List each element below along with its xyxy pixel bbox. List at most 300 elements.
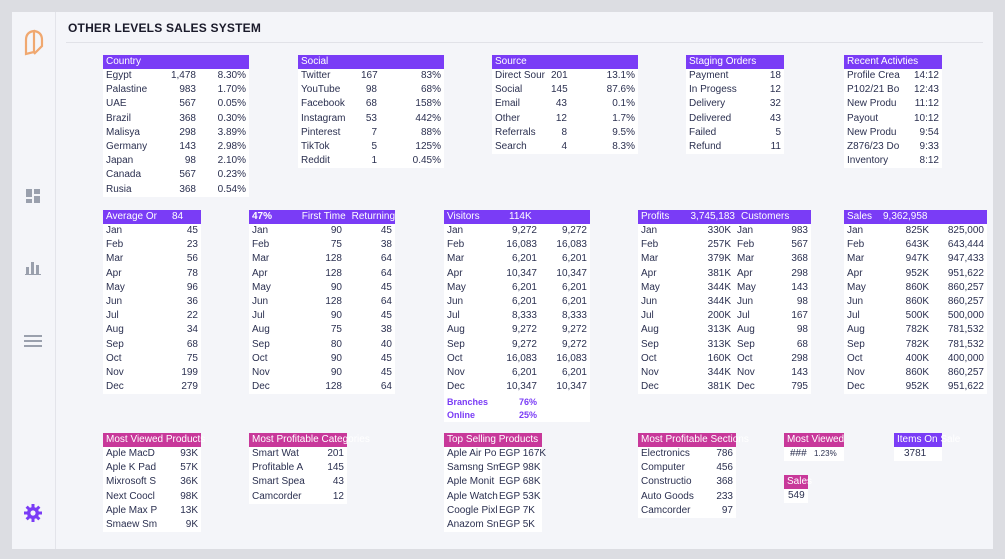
recent-row bbox=[844, 126, 942, 140]
sales-row-cell: 860,257 bbox=[947, 367, 984, 379]
sales-row bbox=[844, 338, 987, 352]
visitors-row-cell: 6,201 bbox=[511, 253, 537, 265]
country-row-cell: 567 bbox=[179, 98, 196, 110]
source-row-cell: 13.1% bbox=[606, 70, 635, 81]
sales-row bbox=[844, 352, 987, 366]
average-order-title: Average Or bbox=[106, 211, 157, 222]
profitable-section-row-cell: Constructio bbox=[641, 476, 692, 488]
first-time-row-cell: 64 bbox=[380, 296, 392, 308]
sales-row-cell: Jun bbox=[847, 296, 864, 308]
profits-row-cell: Mar bbox=[641, 253, 659, 265]
most-viewed-product-row-cell: 13K bbox=[180, 504, 198, 516]
first-time-row-cell: Dec bbox=[252, 381, 270, 393]
profits-row bbox=[638, 380, 811, 394]
first-time-row-cell: Oct bbox=[252, 352, 268, 364]
first-time-row-cell: 90 bbox=[330, 352, 342, 364]
staging-row-cell: 11 bbox=[770, 141, 781, 153]
social-row bbox=[298, 126, 444, 140]
most-viewed-product-row-cell: 9K bbox=[185, 519, 198, 531]
recent-row-cell: Inventory bbox=[847, 155, 889, 167]
title-divider bbox=[66, 42, 983, 43]
visitors-row-cell: 6,201 bbox=[511, 281, 537, 293]
top-selling-row-cell: EGP 7K bbox=[499, 504, 535, 516]
profits-row-cell: Aug bbox=[641, 324, 659, 336]
social-row-cell: Pinterest bbox=[301, 126, 341, 138]
most-viewed-product-row bbox=[103, 447, 201, 461]
first-time-row-cell: 45 bbox=[380, 352, 392, 364]
average-order-row-cell: Jun bbox=[106, 296, 123, 308]
average-order-row-cell: Jan bbox=[106, 225, 123, 236]
profitable-section-row-cell: 233 bbox=[716, 490, 733, 502]
country-row bbox=[103, 154, 249, 168]
sales-row-cell: 782K bbox=[905, 338, 929, 350]
profits-row-cell: 313K bbox=[707, 338, 731, 350]
sales-row-cell: Nov bbox=[847, 367, 865, 379]
first-time-row-cell: Jun bbox=[252, 296, 269, 308]
profits-row-cell: 98 bbox=[796, 296, 808, 308]
first-time-row bbox=[249, 295, 395, 309]
top-selling-row-cell: EGP 5K bbox=[499, 519, 535, 531]
profits-row-cell: Sep bbox=[737, 338, 755, 350]
first-time-label: First Time bbox=[301, 211, 346, 222]
first-time-row-cell: 45 bbox=[380, 367, 392, 379]
most-viewed-body bbox=[784, 447, 844, 461]
customers-title: Customers bbox=[741, 211, 790, 222]
visitors-row-cell: 6,201 bbox=[561, 281, 587, 293]
visitors-row bbox=[444, 309, 590, 323]
sales-row-cell: Jan bbox=[847, 225, 864, 236]
profits-row-cell: 160K bbox=[707, 352, 731, 364]
social-row-cell: 53 bbox=[365, 112, 377, 124]
first-time-row-cell: Aug bbox=[252, 324, 270, 336]
source-row bbox=[492, 83, 638, 97]
logo-icon[interactable] bbox=[22, 28, 46, 58]
average-order-row-cell: 23 bbox=[186, 239, 198, 251]
first-time-row-cell: Mar bbox=[252, 253, 270, 265]
sales-small-header: Sales bbox=[784, 475, 808, 489]
social-row bbox=[298, 154, 444, 168]
sales-value: 9,362,958 bbox=[883, 211, 928, 222]
sales-row-cell: 860,257 bbox=[947, 281, 984, 293]
social-row-cell: Instagram bbox=[301, 112, 346, 124]
recent-row-cell: 8:12 bbox=[919, 155, 939, 167]
settings-icon[interactable] bbox=[24, 504, 42, 522]
first-time-row-cell: 128 bbox=[325, 296, 342, 308]
social-row-cell: 7 bbox=[371, 126, 377, 138]
most-viewed-product-row bbox=[103, 475, 201, 489]
profitable-section-row-cell: Auto Goods bbox=[641, 490, 694, 502]
most-viewed-product-row bbox=[103, 461, 201, 475]
country-row-cell: Brazil bbox=[106, 112, 132, 124]
most-viewed-product-row-cell: 57K bbox=[180, 462, 198, 474]
profits-customers-card bbox=[638, 210, 811, 394]
visitors-row bbox=[444, 323, 590, 337]
staging-row bbox=[686, 112, 784, 126]
source-row-cell: Search bbox=[495, 141, 527, 153]
first-time-row-cell: 40 bbox=[380, 338, 392, 350]
social-row bbox=[298, 112, 444, 126]
bar-chart-icon[interactable] bbox=[25, 260, 41, 276]
visitors-row-cell: 16,083 bbox=[556, 352, 587, 364]
first-time-row bbox=[249, 366, 395, 380]
top-selling-row-cell: Aple Watch bbox=[447, 490, 498, 502]
first-time-row-cell: 128 bbox=[325, 253, 342, 265]
profits-row bbox=[638, 238, 811, 252]
social-row-cell: TikTok bbox=[301, 141, 330, 153]
sales-row-cell: 947K bbox=[905, 253, 929, 265]
source-row-cell: 1.7% bbox=[612, 112, 635, 124]
profits-row-cell: Oct bbox=[641, 352, 657, 364]
staging-row-cell: In Progess bbox=[689, 84, 737, 96]
source-row-cell: Social bbox=[495, 84, 523, 96]
visitors-row-cell: Sep bbox=[447, 338, 465, 350]
sales-row-cell: 860K bbox=[905, 367, 929, 379]
average-order-value: 84 bbox=[172, 211, 184, 222]
profitable-category-row-cell: Profitable A bbox=[252, 462, 304, 474]
most-viewed-product-row-cell: Aple Max P bbox=[106, 504, 158, 516]
source-header: Source bbox=[492, 55, 638, 69]
visitors-note-row bbox=[444, 409, 590, 422]
most-viewed-value: ### bbox=[790, 448, 807, 459]
country-row-cell: 3.89% bbox=[217, 126, 246, 138]
sales-small-card bbox=[784, 475, 813, 503]
sales-row-cell: Oct bbox=[847, 352, 863, 364]
visitors-row bbox=[444, 380, 590, 394]
sales-row-cell: 643,444 bbox=[947, 239, 984, 251]
first-time-row bbox=[249, 309, 395, 323]
recent-row-cell: 12:43 bbox=[913, 84, 939, 96]
sales-row-cell: 860,257 bbox=[947, 296, 984, 308]
social-row-cell: 167 bbox=[361, 70, 378, 81]
first-time-row-cell: 64 bbox=[380, 381, 392, 393]
staging-row bbox=[686, 83, 784, 97]
visitors-row bbox=[444, 352, 590, 366]
most-viewed-product-row-cell: Smaew Sm bbox=[106, 519, 158, 531]
profitable-category-row-cell: Smart Spea bbox=[252, 476, 305, 488]
country-row-cell: 0.05% bbox=[217, 98, 246, 110]
first-time-row-cell: 90 bbox=[330, 225, 342, 236]
sales-row-cell: 860K bbox=[905, 296, 929, 308]
country-row-cell: Canada bbox=[106, 169, 142, 181]
visitors-row-cell: 10,347 bbox=[556, 381, 587, 393]
visitors-row-cell: Mar bbox=[447, 253, 465, 265]
first-time-card bbox=[249, 210, 395, 394]
sales-table bbox=[844, 224, 987, 394]
first-time-row-cell: 128 bbox=[325, 381, 342, 393]
source-row bbox=[492, 140, 638, 154]
visitors-table bbox=[444, 224, 590, 394]
average-order-table bbox=[103, 224, 201, 394]
recent-row bbox=[844, 69, 942, 83]
sales-row-cell: Mar bbox=[847, 253, 865, 265]
first-time-row-cell: 45 bbox=[380, 281, 392, 293]
most-viewed-products-card bbox=[103, 433, 206, 532]
main-area bbox=[56, 12, 993, 549]
items-on-sale-header: Items On Sale bbox=[894, 433, 942, 447]
sales-row-cell: Apr bbox=[847, 267, 863, 279]
profits-row-cell: Oct bbox=[737, 352, 753, 364]
profits-row bbox=[638, 281, 811, 295]
profits-row-cell: Nov bbox=[641, 367, 659, 379]
sales-row-cell: 781,532 bbox=[947, 338, 984, 350]
first-time-row-cell: 90 bbox=[330, 281, 342, 293]
visitors-row-cell: Jul bbox=[447, 310, 460, 322]
profitable-section-row-cell: Computer bbox=[641, 462, 685, 474]
profits-row bbox=[638, 323, 811, 337]
profits-row-cell: Sep bbox=[641, 338, 659, 350]
social-row-cell: Twitter bbox=[301, 70, 331, 81]
average-order-row-cell: 96 bbox=[186, 281, 198, 293]
social-row bbox=[298, 83, 444, 97]
visitors-row-cell: 6,201 bbox=[511, 367, 537, 379]
profits-row-cell: May bbox=[641, 281, 660, 293]
visitors-row-cell: May bbox=[447, 281, 466, 293]
source-row-cell: 0.1% bbox=[612, 98, 635, 110]
dashboard-icon[interactable] bbox=[25, 188, 41, 204]
top-selling-row bbox=[444, 490, 542, 504]
average-order-row bbox=[103, 352, 201, 366]
top-selling-row-cell: Aple Monit bbox=[447, 476, 495, 488]
recent-row bbox=[844, 154, 942, 168]
profitable-category-row-cell: Camcorder bbox=[252, 490, 302, 502]
recent-activities-header: Recent Activties bbox=[844, 55, 942, 69]
profits-row-cell: 368 bbox=[791, 253, 808, 265]
country-row-cell: Rusia bbox=[106, 183, 132, 195]
profits-row-cell: 298 bbox=[791, 352, 808, 364]
profits-row-cell: 381K bbox=[707, 267, 731, 279]
sales-row-cell: May bbox=[847, 281, 866, 293]
social-row-cell: 158% bbox=[415, 98, 441, 110]
most-viewed-product-row bbox=[103, 518, 201, 532]
first-time-row bbox=[249, 224, 395, 238]
first-time-row-cell: 64 bbox=[380, 267, 392, 279]
first-time-row-cell: 45 bbox=[380, 225, 392, 236]
profits-row-cell: Mar bbox=[737, 253, 755, 265]
country-row-cell: Germany bbox=[106, 141, 148, 153]
sales-row-cell: Jul bbox=[847, 310, 860, 322]
profits-row bbox=[638, 366, 811, 380]
first-time-row-cell: Jan bbox=[252, 225, 269, 236]
profits-row-cell: Apr bbox=[737, 267, 753, 279]
sales-row bbox=[844, 323, 987, 337]
profitable-section-row bbox=[638, 490, 736, 504]
staging-row-cell: 12 bbox=[769, 84, 781, 96]
most-viewed-product-row bbox=[103, 490, 201, 504]
visitors-row-cell: Jan bbox=[447, 225, 464, 236]
profits-row-cell: 143 bbox=[791, 367, 808, 379]
visitors-row bbox=[444, 281, 590, 295]
top-selling-products-table bbox=[444, 447, 547, 532]
source-row bbox=[492, 126, 638, 140]
social-row-cell: YouTube bbox=[301, 84, 341, 96]
top-selling-row-cell: Coogle Pixl bbox=[447, 504, 498, 516]
profits-row-cell: Nov bbox=[737, 367, 755, 379]
most-viewed-products-table bbox=[103, 447, 201, 532]
first-time-row-cell: 90 bbox=[330, 310, 342, 322]
visitors-row-cell: Oct bbox=[447, 352, 463, 364]
country-row-cell: 368 bbox=[179, 183, 196, 195]
staging-row-cell: 18 bbox=[769, 70, 781, 81]
most-viewed-header: Most Viewed bbox=[784, 433, 844, 447]
first-time-row-cell: 80 bbox=[330, 338, 342, 350]
visitors-note-label: Online bbox=[447, 410, 476, 421]
sales-row-cell: 500K bbox=[905, 310, 929, 322]
most-viewed-product-row-cell: 98K bbox=[180, 490, 198, 502]
social-row-cell: Reddit bbox=[301, 155, 330, 167]
average-order-card bbox=[103, 210, 201, 394]
sales-row bbox=[844, 380, 987, 394]
profits-header bbox=[638, 210, 811, 224]
visitors-row-cell: 16,083 bbox=[506, 352, 537, 364]
first-time-row-cell: May bbox=[252, 281, 271, 293]
country-row-cell: 298 bbox=[179, 126, 196, 138]
social-row bbox=[298, 140, 444, 154]
average-order-row-cell: Oct bbox=[106, 352, 122, 364]
most-viewed-products-header: Most Viewed Products bbox=[103, 433, 201, 447]
average-order-row-cell: 36 bbox=[186, 296, 198, 308]
visitors-header bbox=[444, 210, 590, 224]
most-viewed-product-row-cell: Mixrosoft S bbox=[106, 476, 157, 488]
source-row-cell: Other bbox=[495, 112, 521, 124]
recent-row-cell: 10:12 bbox=[913, 112, 939, 124]
visitors-notes bbox=[444, 396, 590, 422]
social-header: Social bbox=[298, 55, 444, 69]
average-order-row-cell: Aug bbox=[106, 324, 124, 336]
profitable-section-row bbox=[638, 475, 736, 489]
social-row-cell: Facebook bbox=[301, 98, 345, 110]
visitors-note-spacer bbox=[540, 396, 590, 409]
profits-row-cell: 200K bbox=[707, 310, 731, 322]
profits-row-cell: Jan bbox=[641, 225, 658, 236]
source-row-cell: 8 bbox=[561, 126, 567, 138]
visitors-row-cell: 9,272 bbox=[561, 338, 587, 350]
average-order-row bbox=[103, 366, 201, 380]
profits-row-cell: Jun bbox=[641, 296, 658, 308]
recent-activities-card bbox=[844, 55, 942, 168]
first-time-row-cell: 45 bbox=[380, 310, 392, 322]
recent-row-cell: New Produ bbox=[847, 98, 897, 110]
most-viewed-product-row-cell: Aple K Pad bbox=[106, 462, 157, 474]
profitable-section-row bbox=[638, 447, 736, 461]
profitable-category-row bbox=[249, 490, 347, 504]
most-viewed-product-row-cell: Aple MacD bbox=[106, 448, 155, 459]
profitable-category-row-cell: Smart Wat bbox=[252, 448, 299, 459]
sales-row-cell: 781,532 bbox=[947, 324, 984, 336]
profits-title: Profits bbox=[641, 211, 670, 222]
first-time-row-cell: 64 bbox=[380, 253, 392, 265]
social-row-cell: 68% bbox=[420, 84, 441, 96]
profits-row-cell: 795 bbox=[791, 381, 808, 393]
average-order-row-cell: 78 bbox=[186, 267, 198, 279]
top-selling-products-card bbox=[444, 433, 547, 532]
items-on-sale-value: 3781 bbox=[904, 448, 927, 459]
first-time-row bbox=[249, 281, 395, 295]
sales-row bbox=[844, 295, 987, 309]
staging-row-cell: Failed bbox=[689, 126, 717, 138]
first-time-header bbox=[249, 210, 395, 224]
visitors-note-row bbox=[444, 396, 590, 409]
country-row-cell: Palastine bbox=[106, 84, 148, 96]
first-time-row bbox=[249, 267, 395, 281]
visitors-row-cell: 9,272 bbox=[511, 324, 537, 336]
social-table bbox=[298, 69, 444, 168]
average-order-row bbox=[103, 338, 201, 352]
country-header: Country bbox=[103, 55, 249, 69]
sidebar bbox=[12, 12, 56, 549]
recent-activities-table bbox=[844, 69, 942, 168]
average-order-row-cell: Dec bbox=[106, 381, 124, 393]
first-time-row-cell: 75 bbox=[330, 324, 342, 336]
staging-row bbox=[686, 69, 784, 83]
country-row-cell: 98 bbox=[184, 155, 196, 167]
visitors-row bbox=[444, 267, 590, 281]
profitable-section-row-cell: Camcorder bbox=[641, 504, 691, 516]
first-time-row bbox=[249, 380, 395, 394]
sales-row-cell: 782K bbox=[905, 324, 929, 336]
country-row-cell: 2.98% bbox=[217, 141, 246, 153]
profits-row-cell: 983 bbox=[791, 225, 808, 236]
country-table bbox=[103, 69, 249, 197]
source-row-cell: Referrals bbox=[495, 126, 536, 138]
most-profitable-categories-table bbox=[249, 447, 347, 504]
average-order-row bbox=[103, 323, 201, 337]
source-row-cell: 12 bbox=[555, 112, 567, 124]
country-row-cell: 143 bbox=[179, 141, 196, 153]
social-row-cell: 5 bbox=[371, 141, 377, 153]
profitable-section-row-cell: Electronics bbox=[641, 448, 690, 459]
country-row-cell: 1.70% bbox=[217, 84, 246, 96]
recent-row-cell: Payout bbox=[847, 112, 879, 124]
country-row bbox=[103, 83, 249, 97]
profits-row-cell: Feb bbox=[737, 239, 755, 251]
returning-label: Returning bbox=[351, 211, 395, 222]
sales-header bbox=[844, 210, 987, 224]
sales-row-cell: Dec bbox=[847, 381, 865, 393]
social-row-cell: 83% bbox=[420, 70, 441, 81]
staging-row-cell: 5 bbox=[775, 126, 781, 138]
profitable-category-row-cell: 12 bbox=[332, 490, 344, 502]
source-row bbox=[492, 97, 638, 111]
staging-row-cell: Refund bbox=[689, 141, 722, 153]
sales-card bbox=[844, 210, 987, 394]
profits-row-cell: 298 bbox=[791, 267, 808, 279]
social-row bbox=[298, 69, 444, 83]
profits-row bbox=[638, 224, 811, 238]
social-row-cell: 68 bbox=[365, 98, 377, 110]
staging-row-cell: 43 bbox=[769, 112, 781, 124]
visitors-row bbox=[444, 238, 590, 252]
sales-row-cell: 951,622 bbox=[947, 267, 984, 279]
profits-row bbox=[638, 338, 811, 352]
visitors-row-cell: 6,201 bbox=[561, 296, 587, 308]
most-profitable-categories-card bbox=[249, 433, 370, 504]
average-order-row-cell: Apr bbox=[106, 267, 122, 279]
source-row-cell: Email bbox=[495, 98, 521, 110]
source-row-cell: 87.6% bbox=[606, 84, 635, 96]
visitors-row-cell: 8,333 bbox=[511, 310, 537, 322]
visitors-row-cell: 9,272 bbox=[561, 324, 587, 336]
social-row-cell: 98 bbox=[365, 84, 377, 96]
profits-row-cell: Dec bbox=[641, 381, 659, 393]
first-time-row-cell: Nov bbox=[252, 367, 270, 379]
recent-row bbox=[844, 97, 942, 111]
profits-row bbox=[638, 252, 811, 266]
staging-row bbox=[686, 126, 784, 140]
most-profitable-categories-header: Most Profitable Categories bbox=[249, 433, 347, 447]
menu-icon[interactable] bbox=[24, 333, 42, 349]
visitors-row-cell: 10,347 bbox=[556, 267, 587, 279]
profits-row-cell: Feb bbox=[641, 239, 659, 251]
